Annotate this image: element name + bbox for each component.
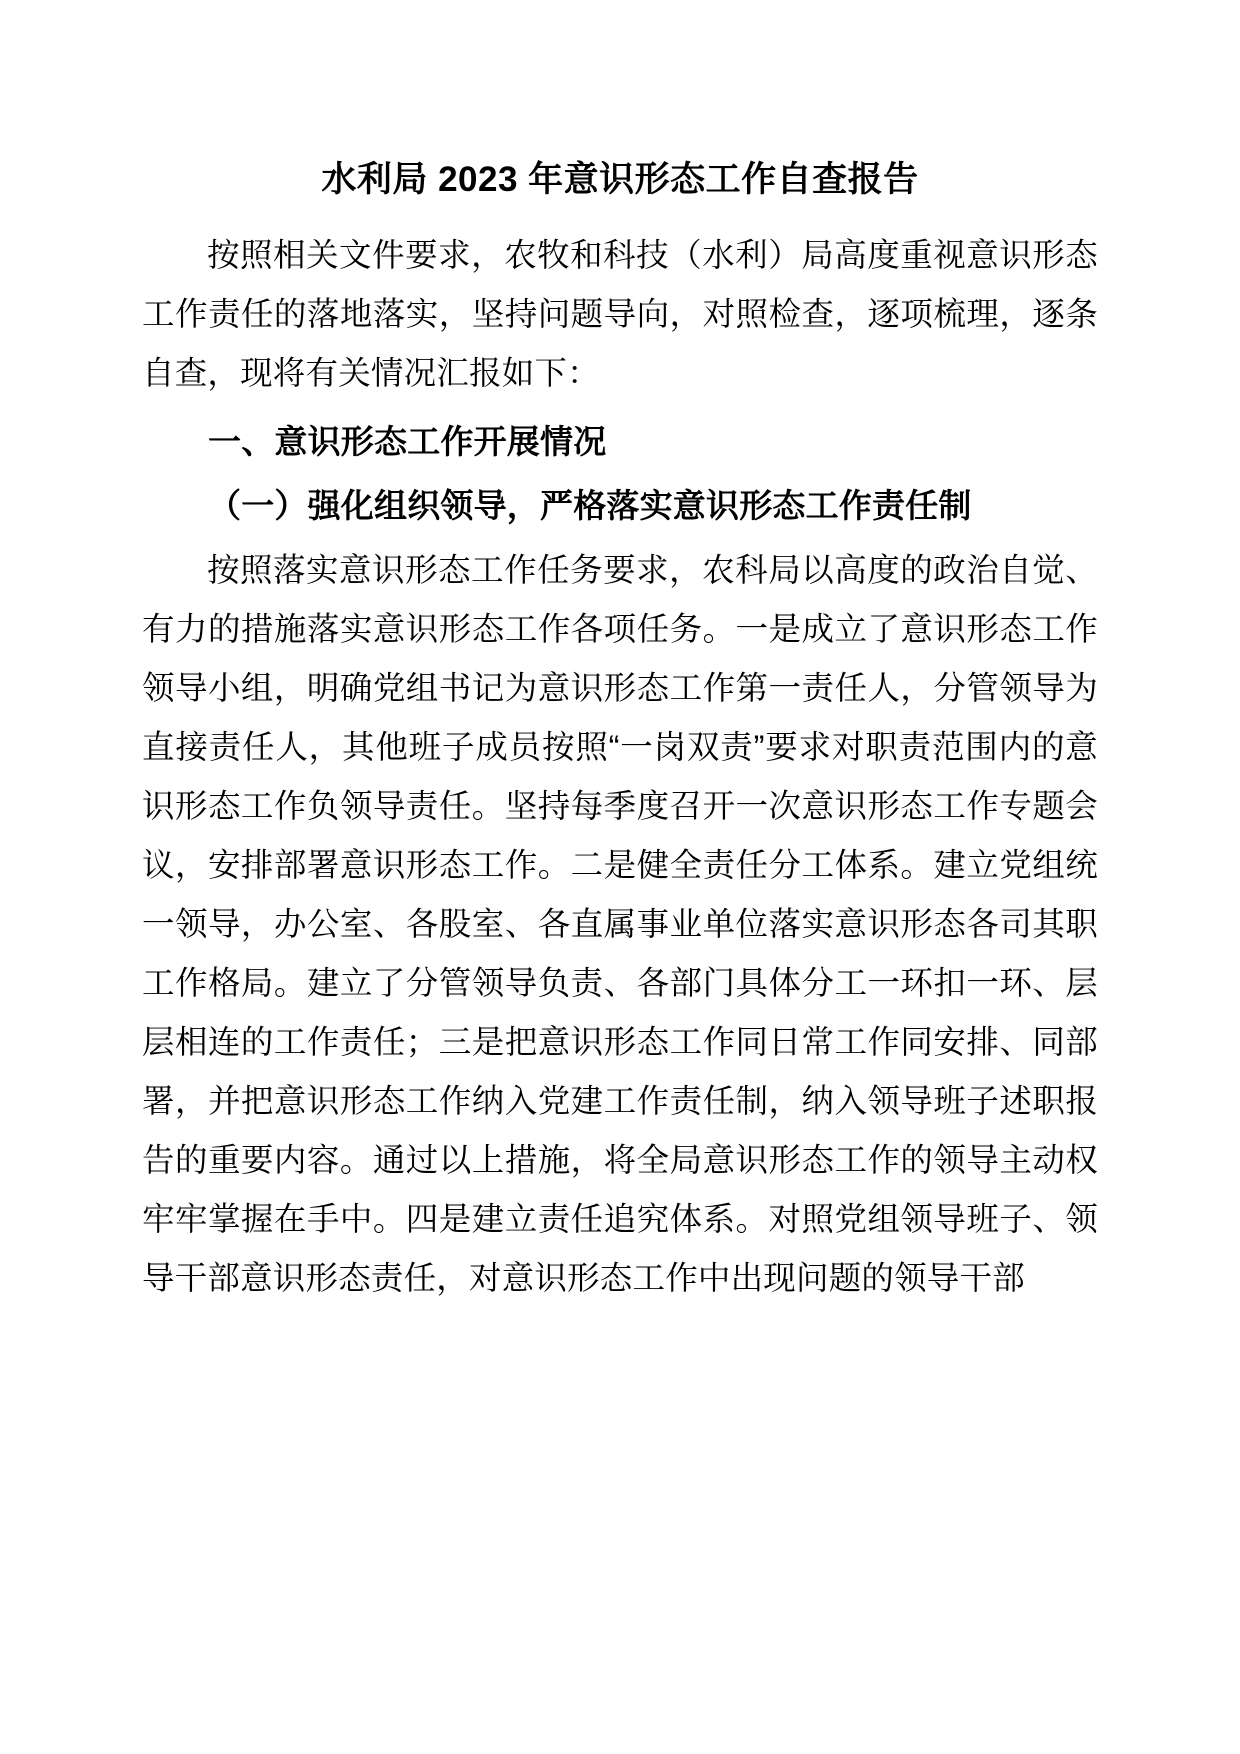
- section-heading-1: 一、意识形态工作开展情况: [208, 423, 607, 460]
- subsection-heading-1-1: （一）强化组织领导，严格落实意识形态工作责任制: [208, 487, 972, 524]
- page-title: 水利局 2023 年意识形态工作自查报告: [321, 160, 919, 199]
- body-paragraph: 按照落实意识形态工作任务要求，农科局以高度的政治自觉、有力的措施落实意识形态工作各项任务。一是成立了意识形态工作领导小组，明确党组书记为意识形态工作第一责任人，分管领导为直接责任人，其他班子成员按照“一岗双责”要求对职责范围内的意识形态工作负领导责任。坚持每季度召开一次意识形态工作专题会议，安排部署意识形态工作。二是健全责任分工体系。建立党组统一领导，办公室、各股室、各直属事业单位落实意识形态各司其职工作格局。建立了分管领导负责、各部门具体分工一环扣一环、层层相连的工作责任；三是把意识形态工作同日常工作同安排、同部署，并把意识形态工作纳入党建工作责任制，纳入领导班子述职报告的重要内容。通过以上措施，将全局意识形态工作的领导主动权牢牢掌握在手中。四是建立责任追究体系。对照党组领导班子、领导干部意识形态责任，对意识形态工作中出现问题的领导干部: [142, 552, 1098, 1296]
- intro-paragraph: 按照相关文件要求，农牧和科技（水利）局高度重视意识形态工作责任的落地落实，坚持问题导向，对照检查，逐项梳理，逐条自查，现将有关情况汇报如下：: [142, 237, 1098, 391]
